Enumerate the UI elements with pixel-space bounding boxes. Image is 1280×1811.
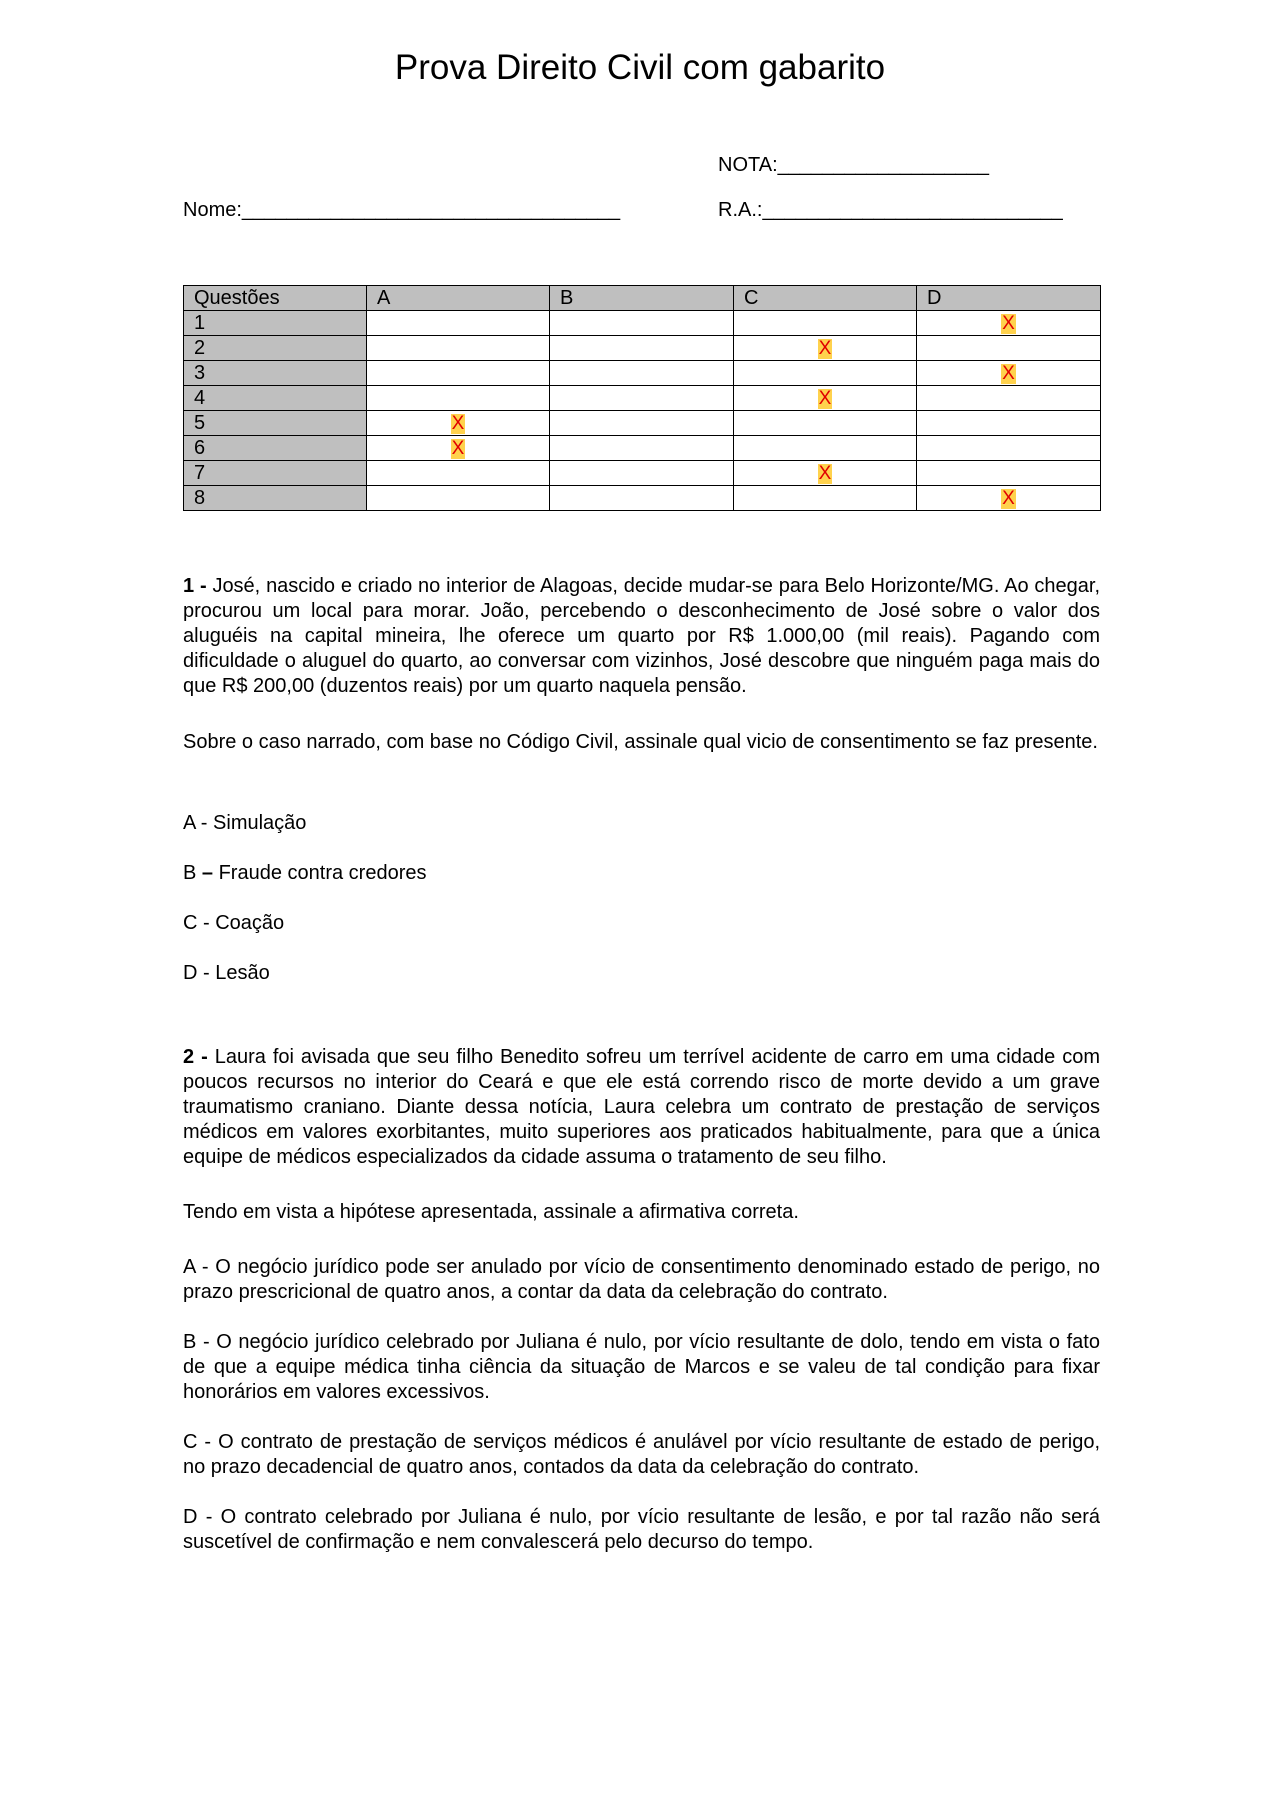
answer-cell-d — [917, 336, 1101, 361]
answer-cell-c — [734, 361, 917, 386]
question-1-body: José, nascido e criado no interior de Alagoas, decide mudar-se para Belo Horizonte/MG. Ao chegar, procurou um local para morar. João, percebendo o desconhecimento de José sobre o valor dos aluguéis na capital mineira, lhe oferece um quarto por R$ 1.000,00 (mil reais). Pagando com dificuldade o aluguel do quarto, ao conversar com vizinhos, José descobre que ninguém paga mais do que R$ 200,00 (duzentos reais) por um quarto naquela pensão. — [183, 575, 1100, 697]
answer-cell-b — [550, 386, 734, 411]
answer-cell-a — [367, 411, 550, 436]
answer-cell-a — [367, 361, 550, 386]
column-header-b: B — [550, 286, 734, 311]
answer-cell-b — [550, 461, 734, 486]
answer-cell-c — [734, 411, 917, 436]
answer-key-row — [184, 411, 1101, 436]
question-2-body: Laura foi avisada que seu filho Benedito sofreu um terrível acidente de carro em uma cidade com poucos recursos no interior do Ceará e que ele está correndo risco de morte devido a um grave traumatismo craniano. Diante dessa notícia, Laura celebra um contrato de prestação de serviços médicos em valores exorbitantes, muito superiores aos praticados habitualmente, para que a única equipe de médicos especializados da cidade assuma o tratamento de seu filho. — [183, 1046, 1100, 1168]
answer-cell-b — [550, 311, 734, 336]
question-1-text — [183, 574, 1100, 699]
answer-key-row — [184, 361, 1101, 386]
column-header-questoes: Questões — [184, 286, 367, 311]
column-header-c: C — [734, 286, 917, 311]
answer-key-row — [184, 386, 1101, 411]
column-header-a: A — [367, 286, 550, 311]
question-number-cell: 2 — [184, 336, 367, 361]
answer-key-row — [184, 486, 1101, 511]
question-1-option-d: D - Lesão — [183, 962, 270, 984]
answer-cell-d — [917, 486, 1101, 511]
answer-key-row — [184, 336, 1101, 361]
answer-key-header-row — [184, 286, 1101, 311]
answer-cell-d — [917, 461, 1101, 486]
answer-cell-d — [917, 386, 1101, 411]
answer-cell-c — [734, 311, 917, 336]
answer-cell-c — [734, 486, 917, 511]
answer-cell-a — [367, 436, 550, 461]
answer-cell-a — [367, 336, 550, 361]
answer-cell-d — [917, 411, 1101, 436]
answer-key-row — [184, 436, 1101, 461]
answer-mark: X — [1002, 363, 1015, 384]
answer-cell-c — [734, 386, 917, 411]
question-2-option-a: A - O negócio jurídico pode ser anulado por vício de consentimento denominado estado de perigo, no prazo prescricional de quatro anos, a contar da data da celebração do contrato. — [183, 1256, 1100, 1303]
answer-mark: X — [1002, 488, 1015, 509]
answer-cell-c — [734, 461, 917, 486]
question-1-option-b: B – Fraude contra credores — [183, 862, 427, 884]
question-number-cell: 1 — [184, 311, 367, 336]
answer-cell-a — [367, 461, 550, 486]
question-number-cell: 5 — [184, 411, 367, 436]
answer-mark: X — [818, 463, 832, 484]
nota-field: NOTA:___________________ — [718, 154, 989, 176]
question-number-cell: 8 — [184, 486, 367, 511]
answer-cell-b — [550, 361, 734, 386]
nome-field: Nome:__________________________________ — [183, 199, 621, 221]
answer-cell-b — [550, 336, 734, 361]
answer-cell-b — [550, 411, 734, 436]
question-1-number: 1 - — [183, 575, 207, 597]
answer-cell-a — [367, 386, 550, 411]
page-title: Prova Direito Civil com gabarito — [394, 48, 886, 87]
answer-cell-d — [917, 436, 1101, 461]
question-2-text — [183, 1045, 1100, 1170]
question-2-option-c: C - O contrato de prestação de serviços médicos é anulável por vício resultante de estado de perigo, no prazo decadencial de quatro anos, contados da data da celebração do contrato. — [183, 1431, 1101, 1478]
ra-field: R.A.:___________________________ — [718, 199, 1063, 221]
answer-mark: X — [451, 413, 465, 434]
question-2-number: 2 - — [183, 1046, 208, 1068]
question-2-option-b: B - O negócio jurídico celebrado por Juliana é nulo, por vício resultante de dolo, tendo em vista o fato de que a equipe médica tinha ciência da situação de Marcos e se valeu de tal condição para fixar honorários em valores excessivos. — [183, 1331, 1100, 1403]
column-header-d: D — [917, 286, 1101, 311]
question-number-cell: 7 — [184, 461, 367, 486]
answer-cell-a — [367, 311, 550, 336]
question-1-prompt: Sobre o caso narrado, com base no Código Civil, assinale qual vicio de consentimento se faz presente. — [183, 731, 1098, 753]
answer-mark: X — [451, 438, 465, 459]
answer-key-row — [184, 311, 1101, 336]
answer-mark: X — [1002, 313, 1015, 334]
question-1-option-c: C - Coação — [183, 912, 285, 934]
answer-cell-d — [917, 361, 1101, 386]
question-1-option-a: A - Simulação — [183, 812, 307, 834]
answer-cell-d — [917, 311, 1101, 336]
answer-key-row — [184, 461, 1101, 486]
answer-mark: X — [818, 388, 832, 409]
answer-cell-b — [550, 486, 734, 511]
question-2-option-d: D - O contrato celebrado por Juliana é nulo, por vício resultante de lesão, e por tal razão não será suscetível de confirmação e nem convalescerá pelo decurso do tempo. — [183, 1506, 1100, 1553]
answer-cell-b — [550, 436, 734, 461]
answer-cell-a — [367, 486, 550, 511]
answer-mark: X — [818, 338, 832, 359]
answer-cell-c — [734, 336, 917, 361]
question-2-prompt: Tendo em vista a hipótese apresentada, assinale a afirmativa correta. — [183, 1201, 799, 1223]
answer-cell-c — [734, 436, 917, 461]
question-number-cell: 4 — [184, 386, 367, 411]
question-number-cell: 3 — [184, 361, 367, 386]
answer-key-table — [183, 285, 1101, 511]
question-number-cell: 6 — [184, 436, 367, 461]
